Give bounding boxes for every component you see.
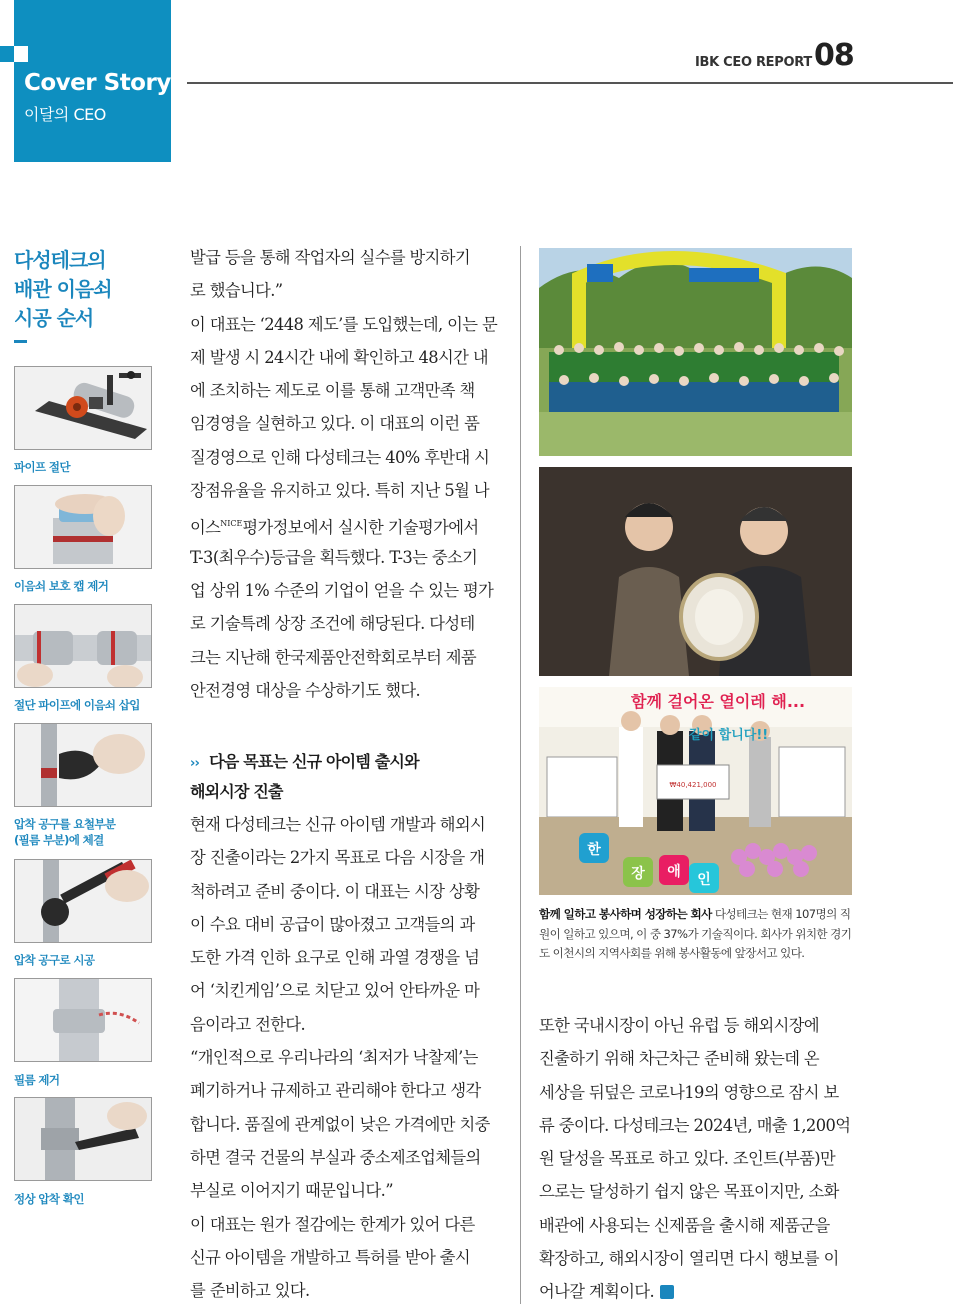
- step-photo-pressing: [14, 859, 152, 943]
- step-caption: 필름 제거: [14, 1073, 60, 1087]
- text-fragment: 어나갈 계획이다.: [539, 1282, 655, 1302]
- section-subheading: [190, 748, 419, 806]
- text-line: “개인적으로 우리나라의 ‘최저가 낙찰제’는: [190, 1048, 478, 1068]
- step-caption: 절단 파이프에 이음쇠 삽입: [14, 698, 140, 712]
- cap-removal-illustration: [15, 486, 152, 569]
- banner-text: 함께 걸어온 열이레 해...: [631, 692, 806, 711]
- sign-char: 애: [667, 864, 681, 880]
- step-photo-cap-removal: [14, 485, 152, 569]
- group-photo-illustration: [539, 248, 852, 456]
- text-line: 현재 다성테크는 신규 아이템 개발과 해외시: [190, 815, 486, 834]
- text-line-nice: [190, 507, 497, 540]
- film-removal-illustration: [15, 979, 152, 1062]
- sidebar-title-line: 배관 이음쇠: [14, 277, 112, 301]
- text-line: 세상을 뒤덮은 코로나19의 영향으로 잠시 보: [539, 1082, 839, 1102]
- pressing-illustration: [15, 860, 152, 943]
- photo-award-ceremony: [539, 467, 852, 676]
- text-line: 합니다. 품질에 관계없이 낮은 가격에만 치중: [190, 1114, 490, 1134]
- sidebar-title-line: 시공 순서: [14, 306, 94, 330]
- text-line: 또한 국내시장이 아닌 유럽 등 해외시장에: [539, 1016, 820, 1035]
- step-photo-press-attach: [14, 723, 152, 807]
- text-line: 임경영을 실현하고 있다. 이 대표의 이런 품: [190, 414, 480, 434]
- step-caption-line: 압착 공구를 요철부분: [14, 817, 116, 831]
- step-photo-film-removal: [14, 978, 152, 1062]
- double-chevron-icon: ››: [190, 756, 200, 771]
- report-label: IBK CEO REPORT: [695, 55, 812, 70]
- nice-superscript: NICE: [220, 519, 243, 529]
- text-line: 질경영으로 인해 다성테크는 40% 후반대 시: [190, 447, 490, 467]
- text-line-last: [539, 1275, 850, 1308]
- text-line: 원 달성을 목표로 하고 있다. 조인트(부품)만: [539, 1149, 836, 1169]
- section-subtitle: 이달의 CEO: [24, 105, 106, 124]
- text-fragment: 이스: [190, 518, 221, 538]
- caption-text: 다성테크는 현재 107명의 직원이 일하고 있으며, 이 중 37%가 기술직이다. 회사가 위치한 경기도 이천시의 지역사회를 위해 봉사활동에 앞장서고 있다.: [539, 907, 852, 960]
- sign-char: 장: [631, 866, 645, 882]
- step-caption: 정상 압착 확인: [14, 1192, 84, 1206]
- step-photo-fitting-insertion: [14, 604, 152, 688]
- check-amount: ₩40,421,000: [669, 781, 717, 789]
- text-line: 으로는 달성하기 쉽지 않은 목표이지만, 소화: [539, 1182, 839, 1202]
- text-line: 확장하고, 해외시장이 열리면 다시 행보를 이: [539, 1249, 839, 1269]
- column1-para2: [190, 808, 490, 1307]
- cover-notch-cut: [14, 46, 28, 62]
- step-caption: [14, 816, 174, 848]
- text-line: 하면 결국 건물의 부실과 중소제조업체들의: [190, 1147, 481, 1167]
- subheading-line: 해외시장 진출: [190, 782, 283, 801]
- pipe-cutter-illustration: [15, 367, 152, 450]
- column-divider: [520, 246, 521, 1304]
- subheading-line: [190, 748, 419, 778]
- text-line: 로 기술특례 상장 조건에 해당된다. 다성테: [190, 614, 475, 634]
- text-line: 장 진출이라는 2가지 목표로 다음 시장을 개: [190, 848, 485, 868]
- fitting-insertion-illustration: [15, 605, 152, 688]
- text-line: 진출하기 위해 차근차근 준비해 왔는데 온: [539, 1049, 820, 1069]
- column2-para: [539, 1009, 850, 1308]
- check-illustration: [15, 1098, 152, 1181]
- text-line: 폐기하거나 규제하고 관리해야 한다고 생각: [190, 1081, 481, 1101]
- header-rule: [187, 82, 953, 84]
- press-attach-illustration: [15, 724, 152, 807]
- text-line: 부실로 이어지기 때문입니다.”: [190, 1181, 393, 1201]
- text-line: 어 ‘치킨게임’으로 치닫고 있어 안타까운 마: [190, 981, 480, 1001]
- photo-group-event: [539, 248, 852, 456]
- text-line: 장점유율을 유지하고 있다. 특히 지난 5월 나: [190, 481, 489, 501]
- text-line: 이 대표는 ‘2448 제도’를 도입했는데, 이는 문: [190, 314, 498, 334]
- step-photo-pipe-cutting: [14, 366, 152, 450]
- text-line: 에 조치하는 제도로 이를 통해 고객만족 책: [190, 381, 475, 401]
- text-line: 업 상위 1% 수준의 기업이 얻을 수 있는 평가: [190, 580, 494, 600]
- text-line: 류 중이다. 다성테크는 2024년, 매출 1,200억: [539, 1115, 851, 1135]
- page-number: 08: [814, 38, 854, 73]
- caption-bold: 함께 일하고 봉사하며 성장하는 회사: [539, 907, 712, 921]
- text-line: 크는 지난해 한국제품안전학회로부터 제품: [190, 647, 477, 667]
- text-line: 로 했습니다.”: [190, 281, 283, 301]
- sign-char: 인: [697, 872, 711, 888]
- text-line: 를 준비하고 있다.: [190, 1281, 310, 1301]
- subheading-text: 다음 목표는 신규 아이템 출시와: [209, 752, 419, 771]
- sign-char: 한: [587, 842, 601, 858]
- text-line: 척하려고 준비 중이다. 이 대표는 시장 상황: [190, 881, 480, 901]
- text-fragment: 평가정보에서 실시한 기술평가에서: [242, 518, 479, 538]
- text-line: 안전경영 대상을 수상하기도 했다.: [190, 680, 421, 700]
- column1-para1: [190, 241, 497, 707]
- text-line: 배관에 사용되는 신제품을 출시해 제품군을: [539, 1215, 830, 1235]
- photo-volunteer-donation: [539, 687, 852, 895]
- step-caption: 이음쇠 보호 캡 제거: [14, 579, 109, 593]
- text-line: 음이라고 전한다.: [190, 1014, 306, 1034]
- text-line: 발급 등을 통해 작업자의 실수를 방지하기: [190, 248, 471, 267]
- text-line: 이 대표는 원가 절감에는 한계가 있어 다른: [190, 1214, 475, 1234]
- banner-text: 같이 합니다!!: [689, 728, 769, 743]
- step-caption: 압착 공구로 시공: [14, 953, 95, 967]
- section-title: Cover Story: [24, 70, 171, 96]
- sidebar-dash: [14, 340, 27, 343]
- award-photo-illustration: [539, 467, 852, 676]
- article-end-icon: [660, 1285, 674, 1299]
- step-caption-line: (필름 부분)에 체결: [14, 833, 104, 847]
- text-line: T-3(최우수)등급을 획득했다. T-3는 중소기: [190, 547, 478, 567]
- photo-caption: [539, 905, 857, 964]
- text-line: 제 발생 시 24시간 내에 확인하고 48시간 내: [190, 347, 488, 367]
- text-line: 신규 아이템을 개발하고 특허를 받아 출시: [190, 1247, 471, 1267]
- sidebar-title: [14, 246, 174, 333]
- text-line: 이 수요 대비 공급이 많아졌고 고객들의 과: [190, 914, 475, 934]
- text-line: 도한 가격 인하 요구로 인해 과열 경쟁을 넘: [190, 948, 480, 968]
- step-caption: 파이프 절단: [14, 460, 70, 474]
- sidebar-title-line: 다성테크의: [14, 248, 106, 272]
- step-photo-check: [14, 1097, 152, 1181]
- donation-photo-illustration: [539, 687, 852, 895]
